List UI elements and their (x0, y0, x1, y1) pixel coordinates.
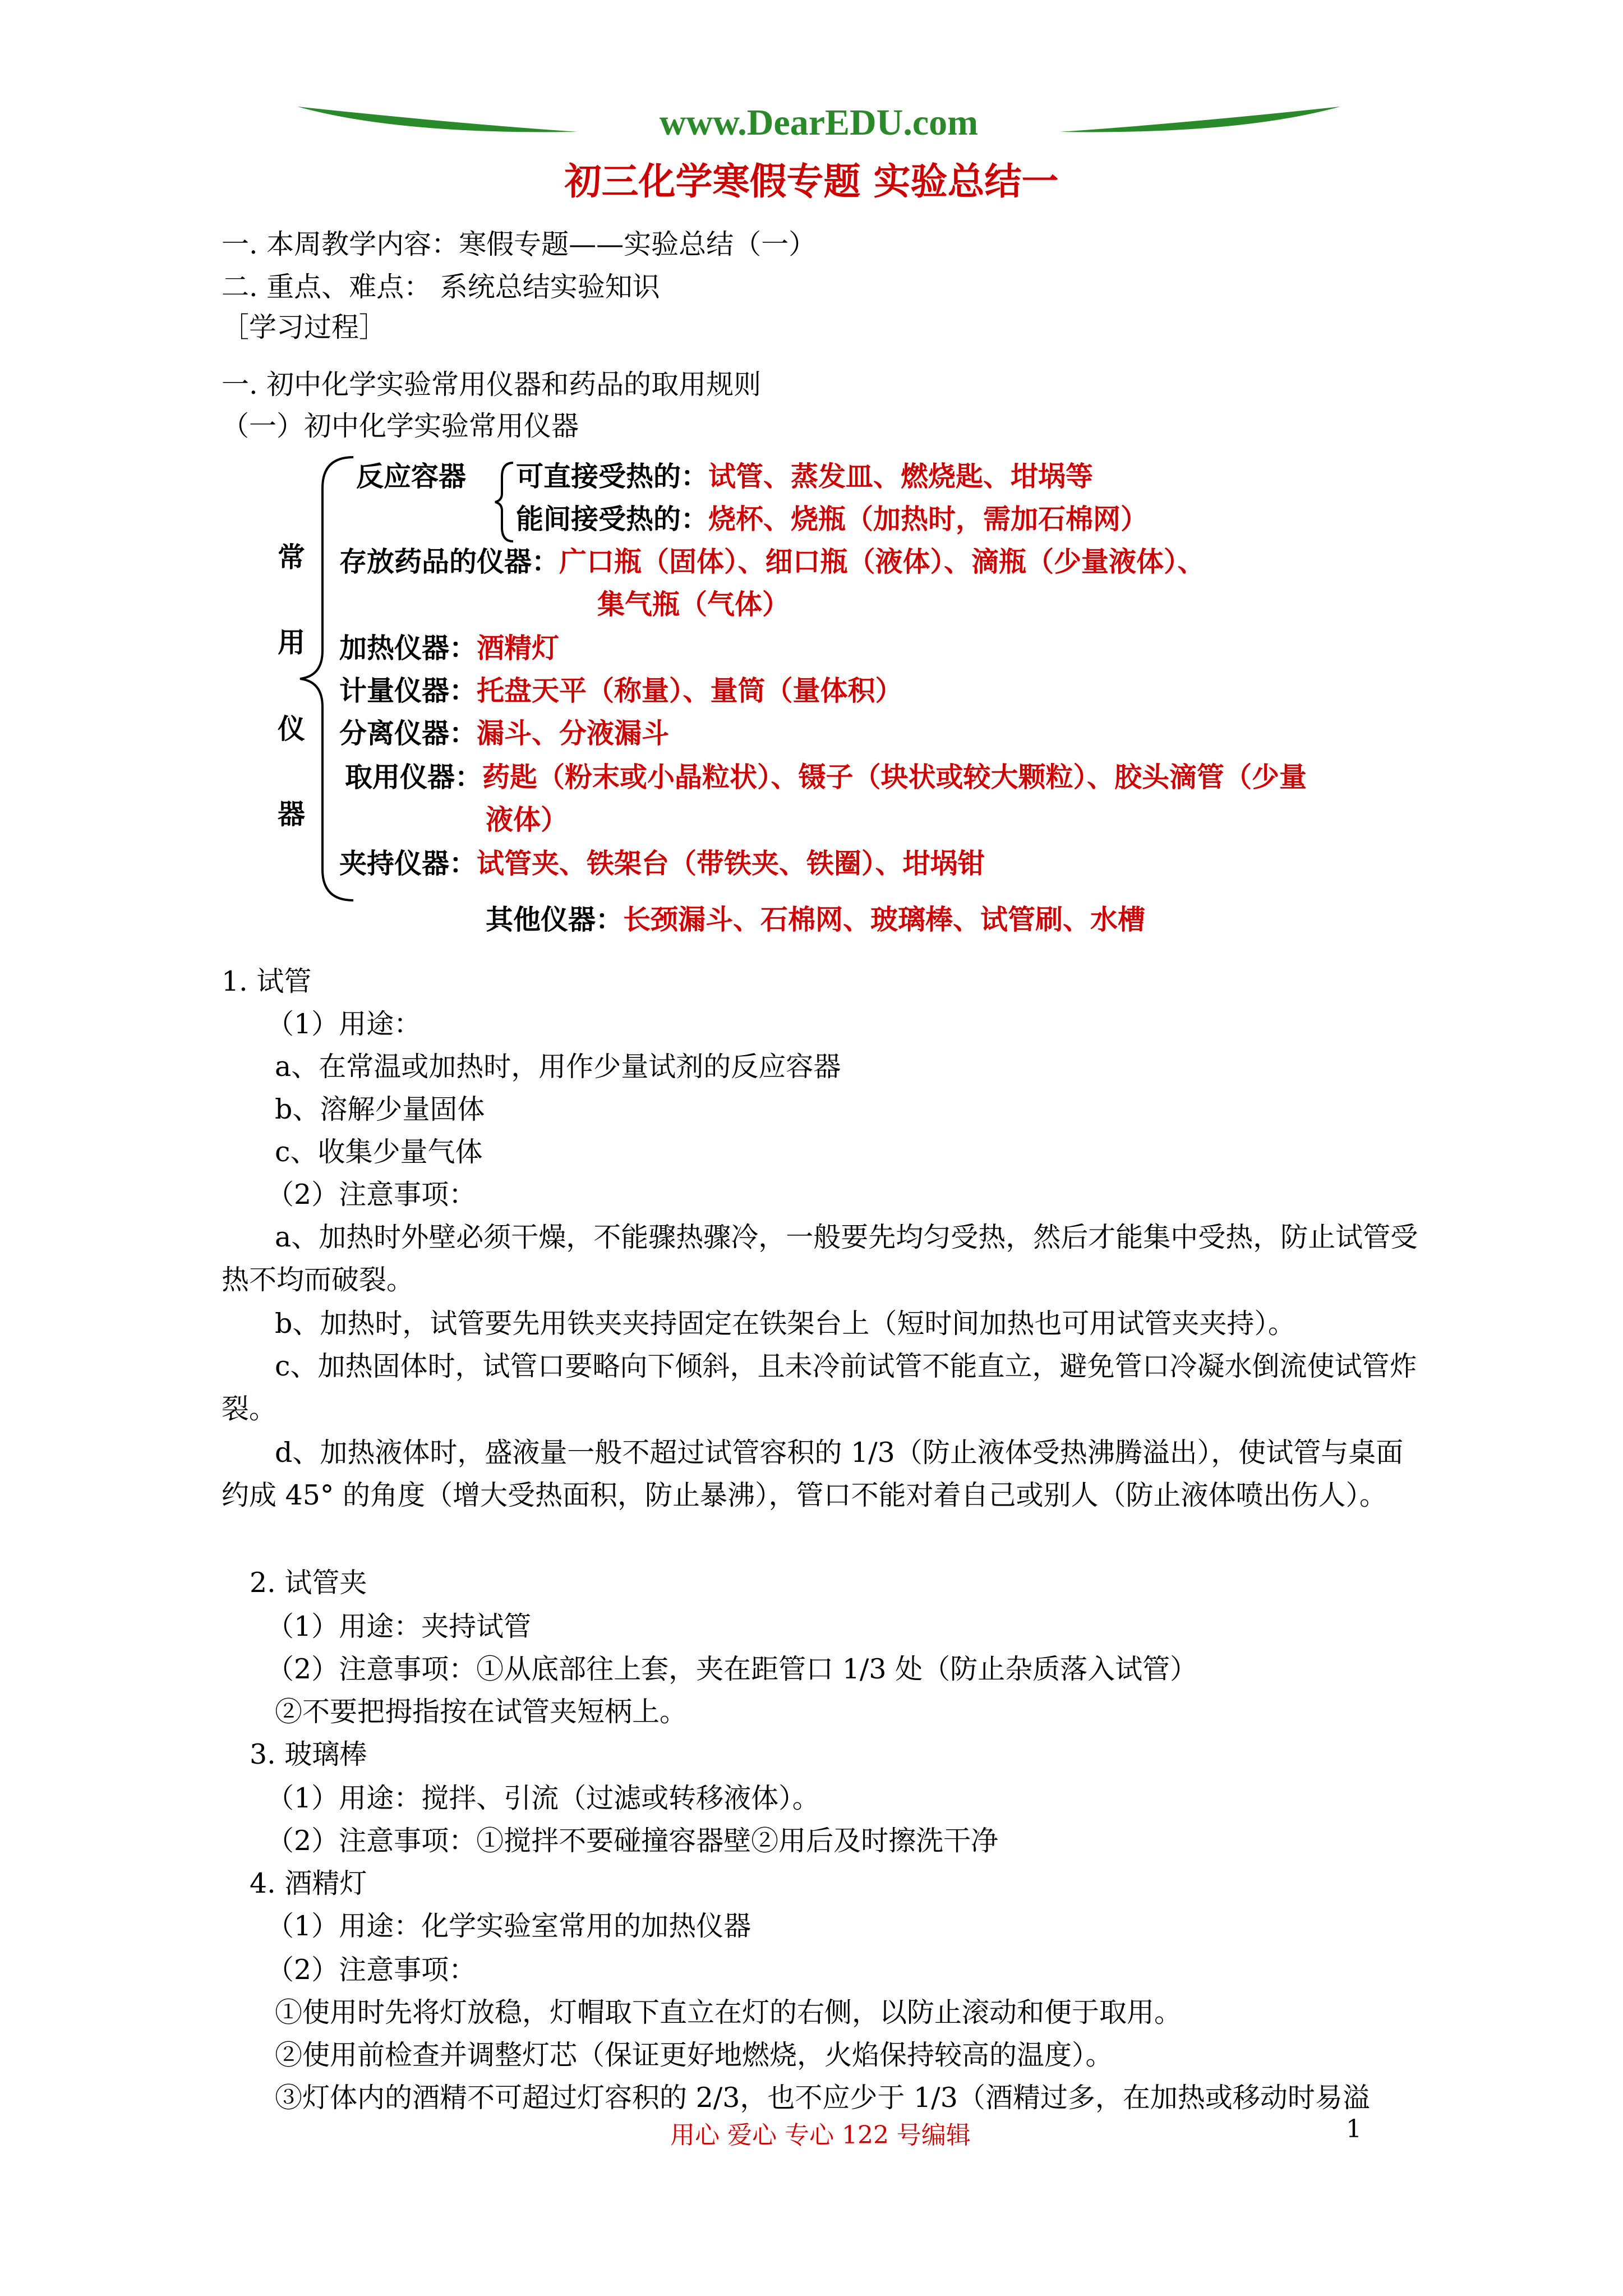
direct-heating-label: 可直接受热的： (516, 461, 709, 493)
intro-line-2: 二. 重点、难点： 系统总结实验知识 (222, 271, 660, 303)
page-title: 初三化学寒假专题 实验总结一 (564, 159, 1059, 203)
vertical-label-2: 用 (278, 627, 306, 659)
site-name: www.DearEDU.com (659, 102, 979, 143)
item-1-note: （2）注意事项： (266, 1179, 477, 1211)
item-1-title: 1. 试管 (222, 965, 312, 997)
item-1-note-d: d、加热液体时，盛液量一般不超过试管容积的 1/3（防止液体受热沸腾溢出），使试管与桌面约成 45° 的角度（增大受热面积，防止暴沸），管口不能对着自己或别人（防止液体喷出伤人）。 (222, 1437, 1404, 1511)
reaction-brace (494, 460, 516, 544)
item-4-title: 4. 酒精灯 (250, 1867, 367, 1899)
item-3-note: （2）注意事项：①搅拌不要碰撞容器壁②用后及时擦洗干净 (266, 1825, 999, 1857)
section-heading: 一. 初中化学实验常用仪器和药品的取用规则 (222, 369, 762, 401)
banner-swoosh-left (297, 107, 578, 132)
vertical-label-3: 仪 (278, 713, 306, 745)
item-4-note-3: ③灯体内的酒精不可超过灯容积的 2/3，也不应少于 1/3（酒精过多，在加热或移动时易溢 (275, 2082, 1370, 2114)
heating-label: 加热仪器： (339, 632, 477, 664)
other-items: 长颈漏斗、石棉网、玻璃棒、试管刷、水槽 (623, 904, 1146, 936)
other-label: 其他仪器： (486, 904, 624, 936)
item-4-note: （2）注意事项： (266, 1954, 477, 1986)
reaction-container-label: 反应容器 (356, 461, 467, 493)
separate-label: 分离仪器： (339, 717, 477, 749)
page-number: 1 (1346, 2115, 1362, 2143)
heating-items: 酒精灯 (477, 632, 560, 664)
indirect-heating-label: 能间接受热的： (516, 503, 709, 535)
intro-line-1: 一. 本周教学内容：寒假专题——实验总结（一） (222, 228, 817, 260)
item-1-use: （1）用途： (266, 1008, 422, 1040)
vertical-label-4: 器 (278, 798, 306, 830)
storage-label: 存放药品的仪器： (339, 546, 560, 578)
indirect-heating-items: 烧杯、烧瓶（加热时，需加石棉网） (708, 503, 1149, 535)
item-4-use: （1）用途：化学实验室常用的加热仪器 (266, 1910, 751, 1942)
item-3-title: 3. 玻璃棒 (250, 1738, 367, 1770)
item-4-note-1: ①使用时先将灯放稳，灯帽取下直立在灯的右侧，以防止滚动和便于取用。 (275, 1996, 1182, 2028)
take-label: 取用仪器： (345, 761, 483, 793)
separate-items: 漏斗、分液漏斗 (477, 717, 670, 749)
take-items-1: 药匙（粉末或小晶粒状）、镊子（块状或较大颗粒）、胶头滴管（少量 (482, 761, 1307, 793)
item-1-use-a: a、在常温或加热时，用作少量试剂的反应容器 (275, 1051, 841, 1083)
item-4-note-2: ②使用前检查并调整灯芯（保证更好地燃烧，火焰保持较高的温度）。 (275, 2039, 1113, 2071)
hold-label: 夹持仪器： (339, 848, 477, 880)
item-2-note-2: ②不要把拇指按在试管夹短柄上。 (275, 1696, 688, 1728)
item-1-note-a: a、加热时外壁必须干燥，不能骤热骤冷，一般要先均匀受热，然后才能集中受热，防止试管受热不均而破裂。 (222, 1221, 1418, 1296)
banner-swoosh-right (1060, 107, 1340, 132)
storage-items-2: 集气瓶（气体） (597, 588, 790, 620)
vertical-label-1: 常 (278, 541, 306, 573)
item-2-use: （1）用途：夹持试管 (266, 1611, 532, 1642)
storage-items-1: 广口瓶（固体）、细口瓶（液体）、滴瓶（少量液体）、 (559, 546, 1205, 578)
item-1-use-b: b、溶解少量固体 (275, 1093, 485, 1125)
hold-items: 试管夹、铁架台（带铁夹、铁圈）、坩埚钳 (477, 848, 985, 880)
subsection-heading: （一）初中化学实验常用仪器 (222, 410, 579, 442)
item-1-note-b: b、加热时，试管要先用铁夹夹持固定在铁架台上（短时间加热也可用试管夹夹持）。 (275, 1308, 1295, 1340)
item-3-use: （1）用途：搅拌、引流（过滤或转移液体）。 (266, 1782, 820, 1814)
footer-text: 用心 爱心 专心 122 号编辑 (670, 2121, 971, 2150)
item-2-note: （2）注意事项：①从底部往上套，夹在距管口 1/3 处（防止杂质落入试管） (266, 1653, 1198, 1685)
direct-heating-items: 试管、蒸发皿、燃烧匙、坩埚等 (708, 461, 1094, 493)
item-2-title: 2. 试管夹 (250, 1567, 367, 1599)
intro-line-3: ［学习过程］ (222, 311, 387, 343)
measure-label: 计量仪器： (339, 675, 477, 707)
measure-items: 托盘天平（称量）、量筒（量体积） (477, 675, 903, 707)
item-1-use-c: c、收集少量气体 (275, 1136, 483, 1168)
item-1-note-c: c、加热固体时，试管口要略向下倾斜，且未冷前试管不能直立，避免管口冷凝水倒流使试管炸裂。 (222, 1350, 1417, 1425)
take-items-2: 液体） (486, 804, 569, 836)
